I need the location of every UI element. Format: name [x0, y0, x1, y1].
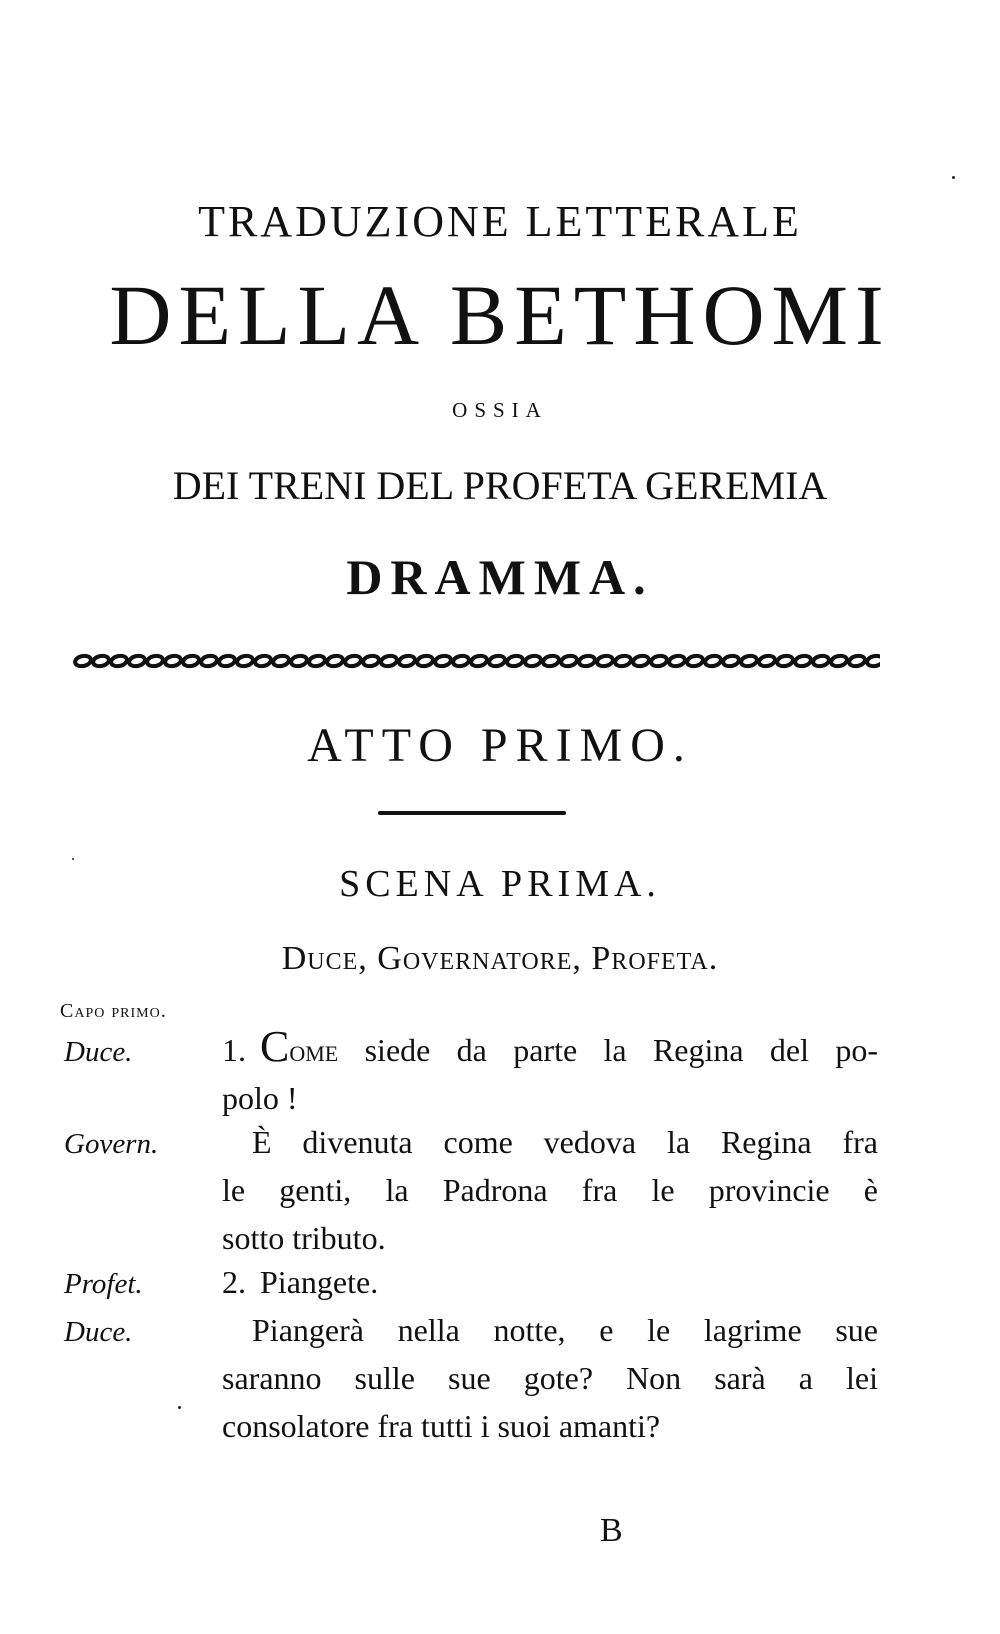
speaker-label: Duce.: [64, 1036, 133, 1068]
paper-speck: [72, 858, 74, 860]
drop-cap-rest: ome: [289, 1032, 339, 1068]
verse-text: È divenuta come vedova la Regina fra: [252, 1124, 878, 1160]
character-duce: Duce: [281, 940, 359, 977]
verse-line: [222, 1312, 878, 1349]
characters-line: [0, 940, 1000, 978]
verse-line: polo !: [222, 1080, 298, 1116]
verse-line: [222, 1022, 879, 1071]
verse-line: [222, 1264, 878, 1301]
section-rule: [378, 811, 566, 815]
chapter-label: Capo primo.: [60, 1000, 167, 1022]
character-separator: ,: [358, 940, 378, 977]
signature-mark: B: [600, 1512, 623, 1549]
paper-speck: [178, 1406, 181, 1409]
character-profeta: Profeta.: [591, 940, 719, 977]
speaker-label: Duce.: [64, 1316, 133, 1348]
verse-number: 1.: [222, 1032, 246, 1068]
speaker-label: Govern.: [64, 1128, 159, 1160]
title-line-4: DEI TRENI DEL PROFETA GEREMIA: [172, 463, 828, 508]
verse-line: consolatore fra tutti i suoi amanti?: [222, 1408, 661, 1444]
character-separator: ,: [572, 940, 592, 977]
title-line-2: DELLA BETHOMI: [109, 267, 891, 363]
genre-heading: DRAMMA.: [346, 549, 654, 605]
verse-line: sotto tributo.: [222, 1220, 386, 1256]
paper-speck: [952, 176, 955, 179]
title-line-3: OSSIA: [452, 398, 548, 422]
ornamental-border-icon: [70, 652, 880, 670]
verse-text: siede da parte la Regina del po-: [364, 1032, 879, 1068]
verse-line: saranno sulle sue gote? Non sarà a lei: [222, 1360, 878, 1396]
verse-number: 2.: [222, 1264, 246, 1300]
speaker-label: Profet.: [64, 1268, 143, 1300]
verse-line: [222, 1124, 878, 1161]
verse-line: le genti, la Padrona fra le provincie è: [222, 1172, 878, 1208]
character-governatore: Governatore: [377, 940, 573, 977]
act-heading: ATTO PRIMO.: [307, 719, 693, 772]
verse-text: Piangerà nella notte, e le lagrime sue: [252, 1312, 878, 1348]
verse-text: Piangete.: [260, 1264, 379, 1300]
drop-cap: C: [260, 1022, 290, 1071]
scene-heading: SCENA PRIMA.: [339, 863, 661, 905]
title-line-1: TRADUZIONE LETTERALE: [198, 197, 802, 246]
